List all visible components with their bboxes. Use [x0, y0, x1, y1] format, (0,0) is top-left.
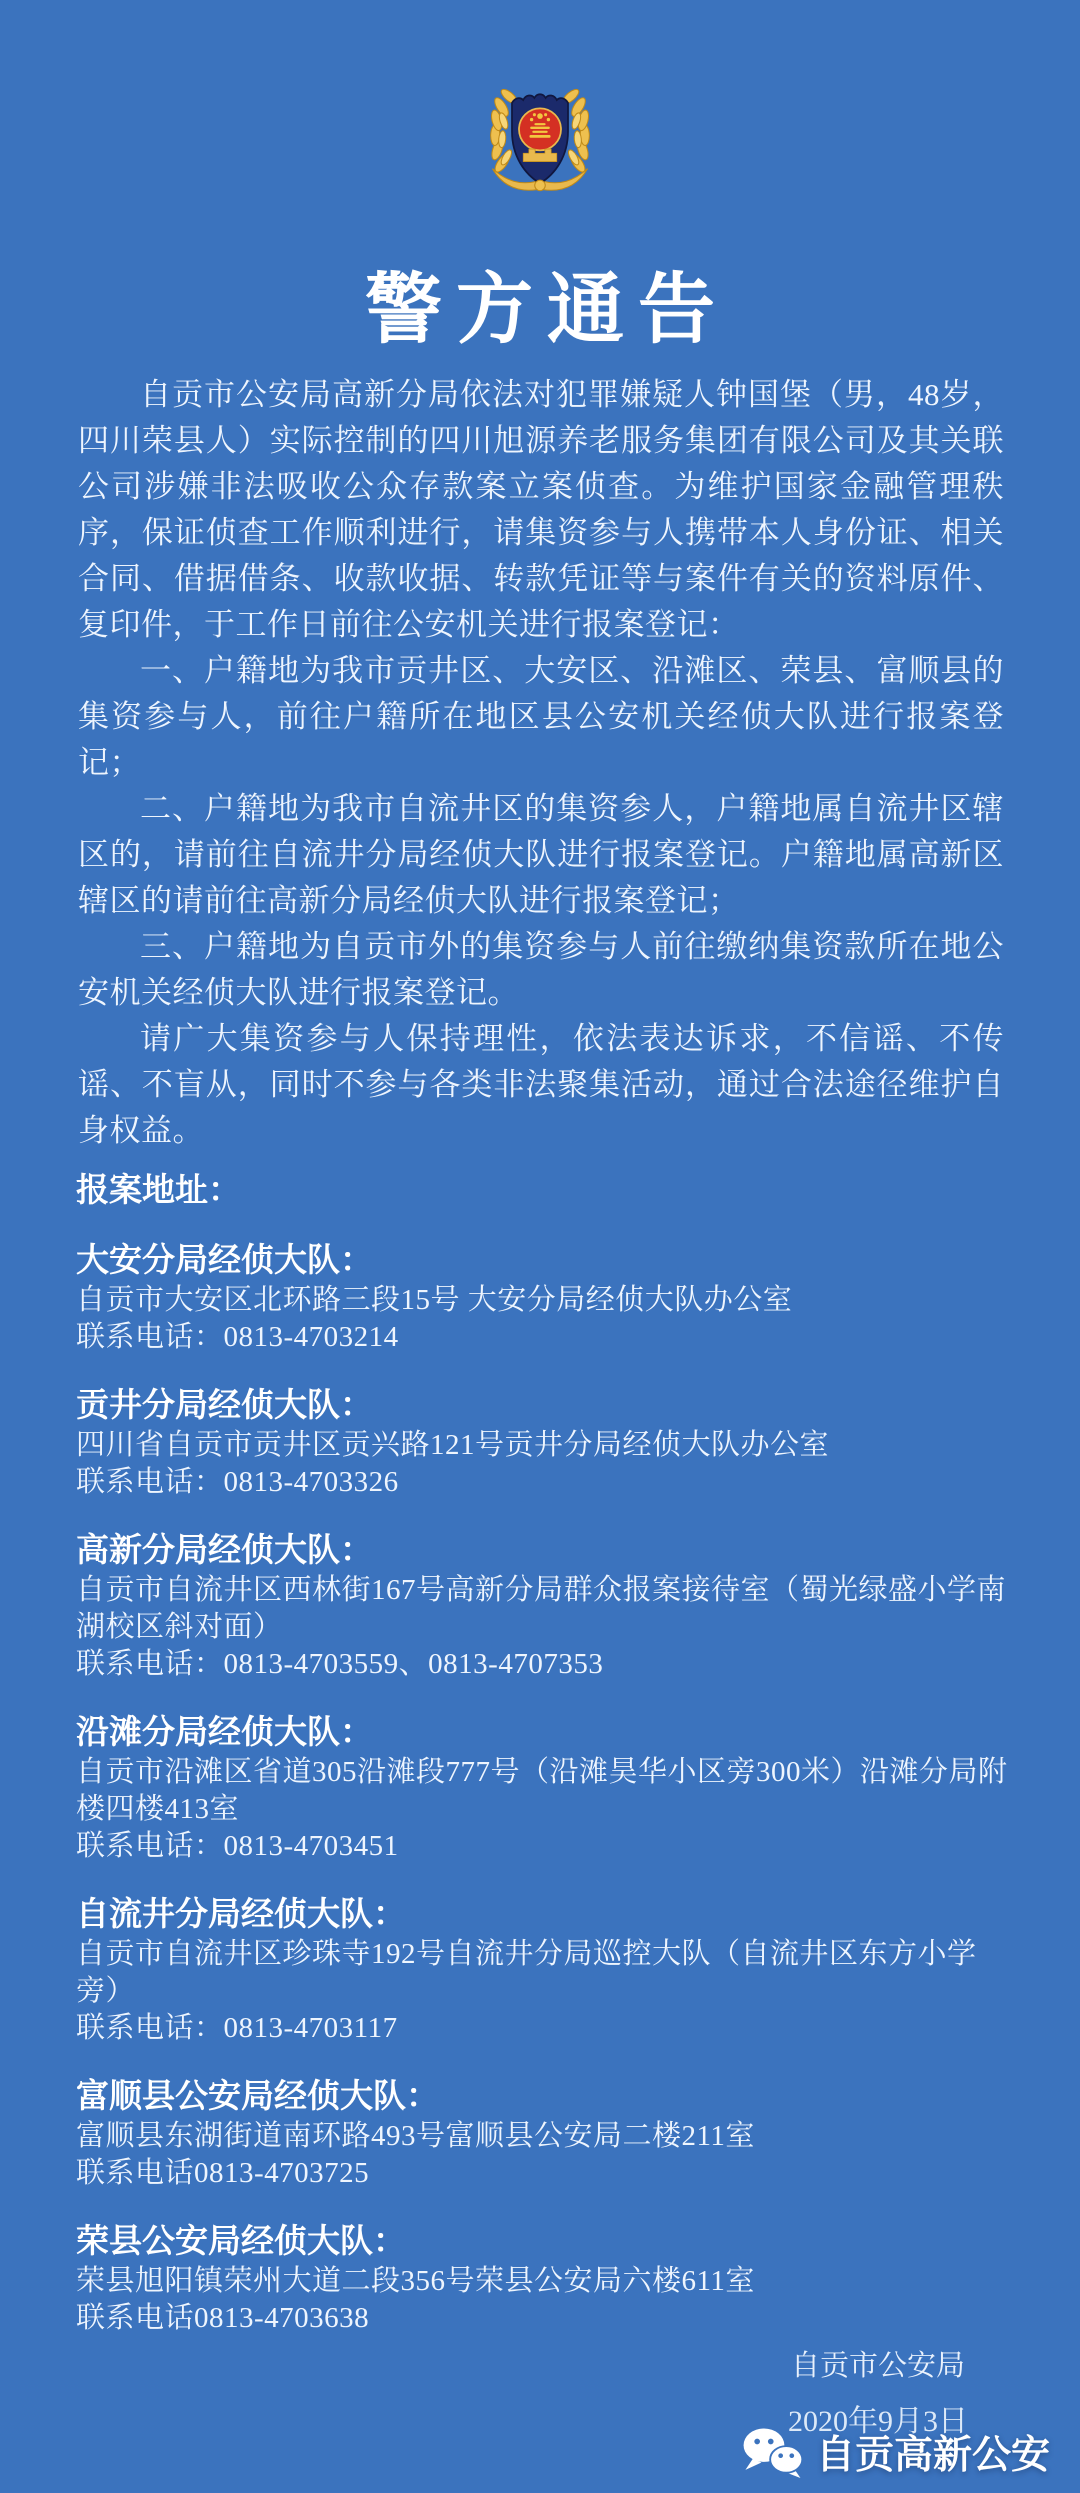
notice-paragraph: 三、户籍地为自贡市外的集资参与人前往缴纳集资款所在地公安机关经侦大队进行报案登记。: [78, 929, 1004, 1010]
issuer-name: 自贡市公安局: [790, 2350, 965, 2382]
station-phone: 联系电话：0813-4703559、0813-4707353: [76, 1648, 604, 1680]
station-name: 荣县公安局经侦大队：: [76, 2222, 406, 2259]
station-rongxian: [76, 2219, 1010, 2337]
notice-paragraph: 一、户籍地为我市贡井区、大安区、沿滩区、荣县、富顺县的集资参与人，前往户籍所在地区县公安机关经侦大队进行报案登记；: [78, 653, 1004, 780]
station-daan: [76, 1238, 1010, 1356]
notice-paragraph: 自贡市公安局高新分局依法对犯罪嫌疑人钟国堡（男，48岁，四川荣县人）实际控制的四川旭源养老服务集团有限公司及其关联公司涉嫌非法吸收公众存款案立案侦查。为维护国家金融管理秩序，保证侦查工作顺利进行，请集资参与人携带本人身份证、相关合同、借据借条、收款收据、转款凭证等与案件有关的资料原件、复印件，于工作日前往公安机关进行报案登记：: [78, 377, 1004, 642]
station-phone: 联系电话0813-4703725: [76, 2157, 370, 2189]
china-police-badge-icon: [470, 64, 610, 206]
station-phone: 联系电话：0813-4703117: [76, 2012, 398, 2044]
station-yantan: [76, 1710, 1010, 1865]
station-gongjing: [76, 1383, 1010, 1501]
station-name: 自流井分局经侦大队：: [76, 1895, 406, 1932]
report-address-heading: 报案地址：: [76, 1171, 241, 1208]
wechat-icon: [738, 2424, 806, 2480]
station-address: 自贡市大安区北环路三段15号 大安分局经侦大队办公室: [76, 1284, 793, 1316]
station-address: 四川省自贡市贡井区贡兴路121号贡井分局经侦大队办公室: [76, 1429, 830, 1461]
wechat-watermark: [738, 2424, 1050, 2480]
wechat-account-name: 自贡高新公安: [815, 2434, 1050, 2477]
issue-date: 2020年9月3日: [788, 2405, 968, 2438]
station-fushun: [76, 2074, 1010, 2192]
station-address: 富顺县东湖街道南环路493号富顺县公安局二楼211室: [76, 2120, 755, 2152]
notice-paragraph: 二、户籍地为我市自流井区的集资参人，户籍地属自流井区辖区的，请前往自流井分局经侦大队进行报案登记。户籍地属高新区辖区的请前往高新分局经侦大队进行报案登记；: [78, 791, 1004, 918]
station-ziliujing: [76, 1892, 1010, 2047]
station-name: 大安分局经侦大队：: [76, 1241, 373, 1278]
notice-body: [78, 372, 1004, 1154]
station-phone: 联系电话：0813-4703214: [76, 1321, 399, 1353]
report-address-section: [76, 1168, 1010, 2364]
station-phone: 联系电话：0813-4703451: [76, 1830, 399, 1862]
station-phone: 联系电话：0813-4703326: [76, 1466, 399, 1498]
station-address: 自贡市自流井区珍珠寺192号自流井分局巡控大队（自流井区东方小学旁）: [76, 1938, 977, 2007]
station-name: 富顺县公安局经侦大队：: [76, 2077, 439, 2114]
station-gaoxin: [76, 1528, 1010, 1683]
page-title: 警方通告: [365, 267, 729, 353]
station-name: 沿滩分局经侦大队：: [76, 1713, 373, 1750]
notice-paragraph: 请广大集资参与人保持理性，依法表达诉求，不信谣、不传谣、不盲从，同时不参与各类非法聚集活动，通过合法途径维护自身权益。: [78, 1021, 1004, 1148]
station-address: 荣县旭阳镇荣州大道二段356号荣县公安局六楼611室: [76, 2265, 755, 2297]
station-phone: 联系电话0813-4703638: [76, 2302, 370, 2334]
station-address: 自贡市自流井区西林街167号高新分局群众报案接待室（蜀光绿盛小学南湖校区斜对面）: [76, 1574, 1007, 1643]
station-name: 高新分局经侦大队：: [76, 1531, 373, 1568]
station-name: 贡井分局经侦大队：: [76, 1386, 373, 1423]
station-address: 自贡市沿滩区省道305沿滩段777号（沿滩昊华小区旁300米）沿滩分局附楼四楼413室: [76, 1756, 1008, 1825]
